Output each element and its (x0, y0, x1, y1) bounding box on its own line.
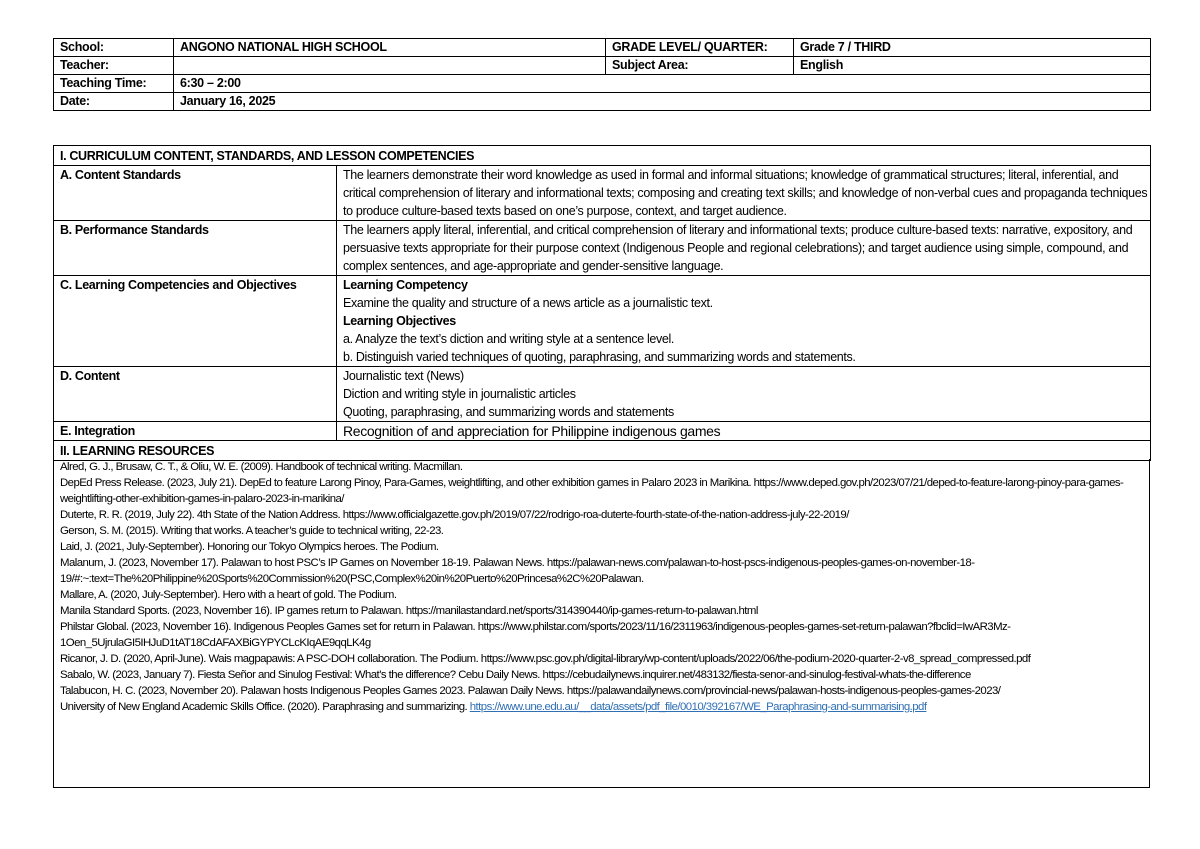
competency-heading: Learning Competency (343, 278, 468, 292)
school-value: ANGONO NATIONAL HIGH SCHOOL (174, 39, 606, 57)
performance-standards-label: B. Performance Standards (54, 221, 337, 276)
objectives-heading: Learning Objectives (343, 314, 456, 328)
table-row (54, 166, 1151, 221)
table-row (54, 441, 1151, 461)
table-row (54, 93, 1151, 111)
integration-text: Recognition of and appreciation for Philippine indigenous games (337, 422, 1151, 441)
content-label: D. Content (54, 367, 337, 422)
table-row (54, 39, 1151, 57)
competency-text: Examine the quality and structure of a news article as a journalistic text. (343, 296, 713, 310)
table-row (54, 75, 1151, 93)
competencies-cell (337, 276, 1151, 367)
grade-level-value: Grade 7 / THIRD (794, 39, 1151, 57)
reference-item: Gerson, S. M. (2015). Writing that works. A teacher’s guide to technical writing, 22-23. (60, 525, 444, 537)
curriculum-table (53, 145, 1151, 461)
table-row (54, 276, 1151, 367)
content-line: Diction and writing style in journalistic articles (343, 387, 576, 401)
date-label: Date: (54, 93, 174, 111)
content-standards-text: The learners demonstrate their word knowledge as used in formal and informal situations; knowledge of grammatical structures; literal, inferential, and critical comprehension of literary and informational texts; composing and creating text skills; and knowledge of non-verbal cues and propaganda techniques to produce culture-based texts based on one’s purpose, context, and target audience. (337, 166, 1151, 221)
curriculum-section-title: I. CURRICULUM CONTENT, STANDARDS, AND LESSON COMPETENCIES (54, 146, 1151, 166)
teacher-value (174, 57, 606, 75)
table-row (54, 367, 1151, 422)
reference-item-last (54, 699, 1149, 715)
date-value: January 16, 2025 (174, 93, 1151, 111)
content-cell (337, 367, 1151, 422)
school-label: School: (54, 39, 174, 57)
grade-level-label: GRADE LEVEL/ QUARTER: (606, 39, 794, 57)
reference-item: DepEd Press Release. (2023, July 21). DepEd to feature Larong Pinoy, Para-Games, weightlifting, and other exhibition games in Palaro 2023 in Marikina. https://www.deped.gov.ph/2023/07/21/deped-to-feature-larong-pinoy-para-games-weightlifting-other-exhibition-games-in-palaro-2023-in-marikina/ (60, 477, 1124, 505)
integration-label: E. Integration (54, 422, 337, 441)
competencies-label: C. Learning Competencies and Objectives (54, 276, 337, 367)
performance-standards-text: The learners apply literal, inferential, and critical comprehension of literary and informational texts; produce culture-based texts: narrative, expository, and persuasive texts appropriate for their purpose context (Indigenous People and regional celebrations); and target audience using simple, compound, and complex sentences, and age-appropriate and gender-sensitive language. (337, 221, 1151, 276)
objective-b: b. Distinguish varied techniques of quoting, paraphrasing, and summarizing words and statements. (343, 350, 856, 364)
subject-area-label: Subject Area: (606, 57, 794, 75)
resources-section-title: II. LEARNING RESOURCES (54, 441, 1151, 461)
references-list (53, 459, 1150, 788)
content-standards-label: A. Content Standards (54, 166, 337, 221)
table-row (54, 422, 1151, 441)
teaching-time-label: Teaching Time: (54, 75, 174, 93)
table-row (54, 146, 1151, 166)
reference-item: Malanum, J. (2023, November 17). Palawan to host PSC’s IP Games on November 18-19. Palawan News. https://palawan-news.com/palawan-to-host-pscs-indigenous-peoples-games-on-november-18-19/#:~:text=The%20Philippine%20Sports%20Commission%20(PSC,Complex%20in%20Puerto%20Princesa%2C%20Palawan. (60, 557, 975, 585)
table-row (54, 221, 1151, 276)
reference-link[interactable]: https://www.une.edu.au/__data/assets/pdf_file/0010/392167/WE_Paraphrasing-and-summarising.pdf (469, 701, 927, 713)
reference-item: Talabucon, H. C. (2023, November 20). Palawan hosts Indigenous Peoples Games 2023. Palawan Daily News. https://palawandailynews.com/provincial-news/palawan-hosts-indigenous-peoples-games-2023/ (60, 685, 1001, 697)
reference-item: Manila Standard Sports. (2023, November 16). IP games return to Palawan. https://manilastandard.net/sports/314390440/ip-games-return-to-palawan.html (60, 605, 758, 617)
header-info-table (53, 38, 1151, 111)
content-line: Journalistic text (News) (343, 369, 464, 383)
reference-item: Alred, G. J., Brusaw, C. T., & Oliu, W. E. (2009). Handbook of technical writing. Macmillan. (60, 461, 463, 473)
reference-item: Sabalo, W. (2023, January 7). Fiesta Señor and Sinulog Festival: What’s the difference? Cebu Daily News. https://cebudailynews.inquirer.net/483132/fiesta-senor-and-sinulog-festival-whats-the-difference (60, 669, 971, 681)
content-line: Quoting, paraphrasing, and summarizing words and statements (343, 405, 674, 419)
table-row (54, 57, 1151, 75)
subject-area-value: English (794, 57, 1151, 75)
objective-a: a. Analyze the text’s diction and writing style at a sentence level. (343, 332, 675, 346)
reference-item: Ricanor, J. D. (2020, April-June). Wais magpapawis: A PSC-DOH collaboration. The Podium. https://www.psc.gov.ph/digital-library/wp-content/uploads/2022/06/the-podium-2020-quarter-2-v8_spread_compressed.pdf (60, 653, 1031, 665)
teaching-time-value: 6:30 – 2:00 (174, 75, 1151, 93)
reference-item: Mallare, A. (2020, July-September). Hero with a heart of gold. The Podium. (60, 589, 397, 601)
reference-item: Laid, J. (2021, July-September). Honoring our Tokyo Olympics heroes. The Podium. (60, 541, 439, 553)
reference-text: University of New England Academic Skills Office. (2020). Paraphrasing and summarizing. (60, 701, 470, 713)
reference-item: Philstar Global. (2023, November 16). Indigenous Peoples Games set for return in Palawan. https://www.philstar.com/sports/2023/11/16/2311963/indigenous-peoples-games-set-return-palawan?fbclid=IwAR3Mz-1Oen_5UjrulaGI5IHJuD1tAT18CdAFAXBiGYPYCLcKIqAE9qqLK4g (60, 621, 1011, 649)
teacher-label: Teacher: (54, 57, 174, 75)
reference-item: Duterte, R. R. (2019, July 22). 4th State of the Nation Address. https://www.officialgazette.gov.ph/2019/07/22/rodrigo-roa-duterte-fourth-state-of-the-nation-address-july-22-2019/ (60, 509, 849, 521)
